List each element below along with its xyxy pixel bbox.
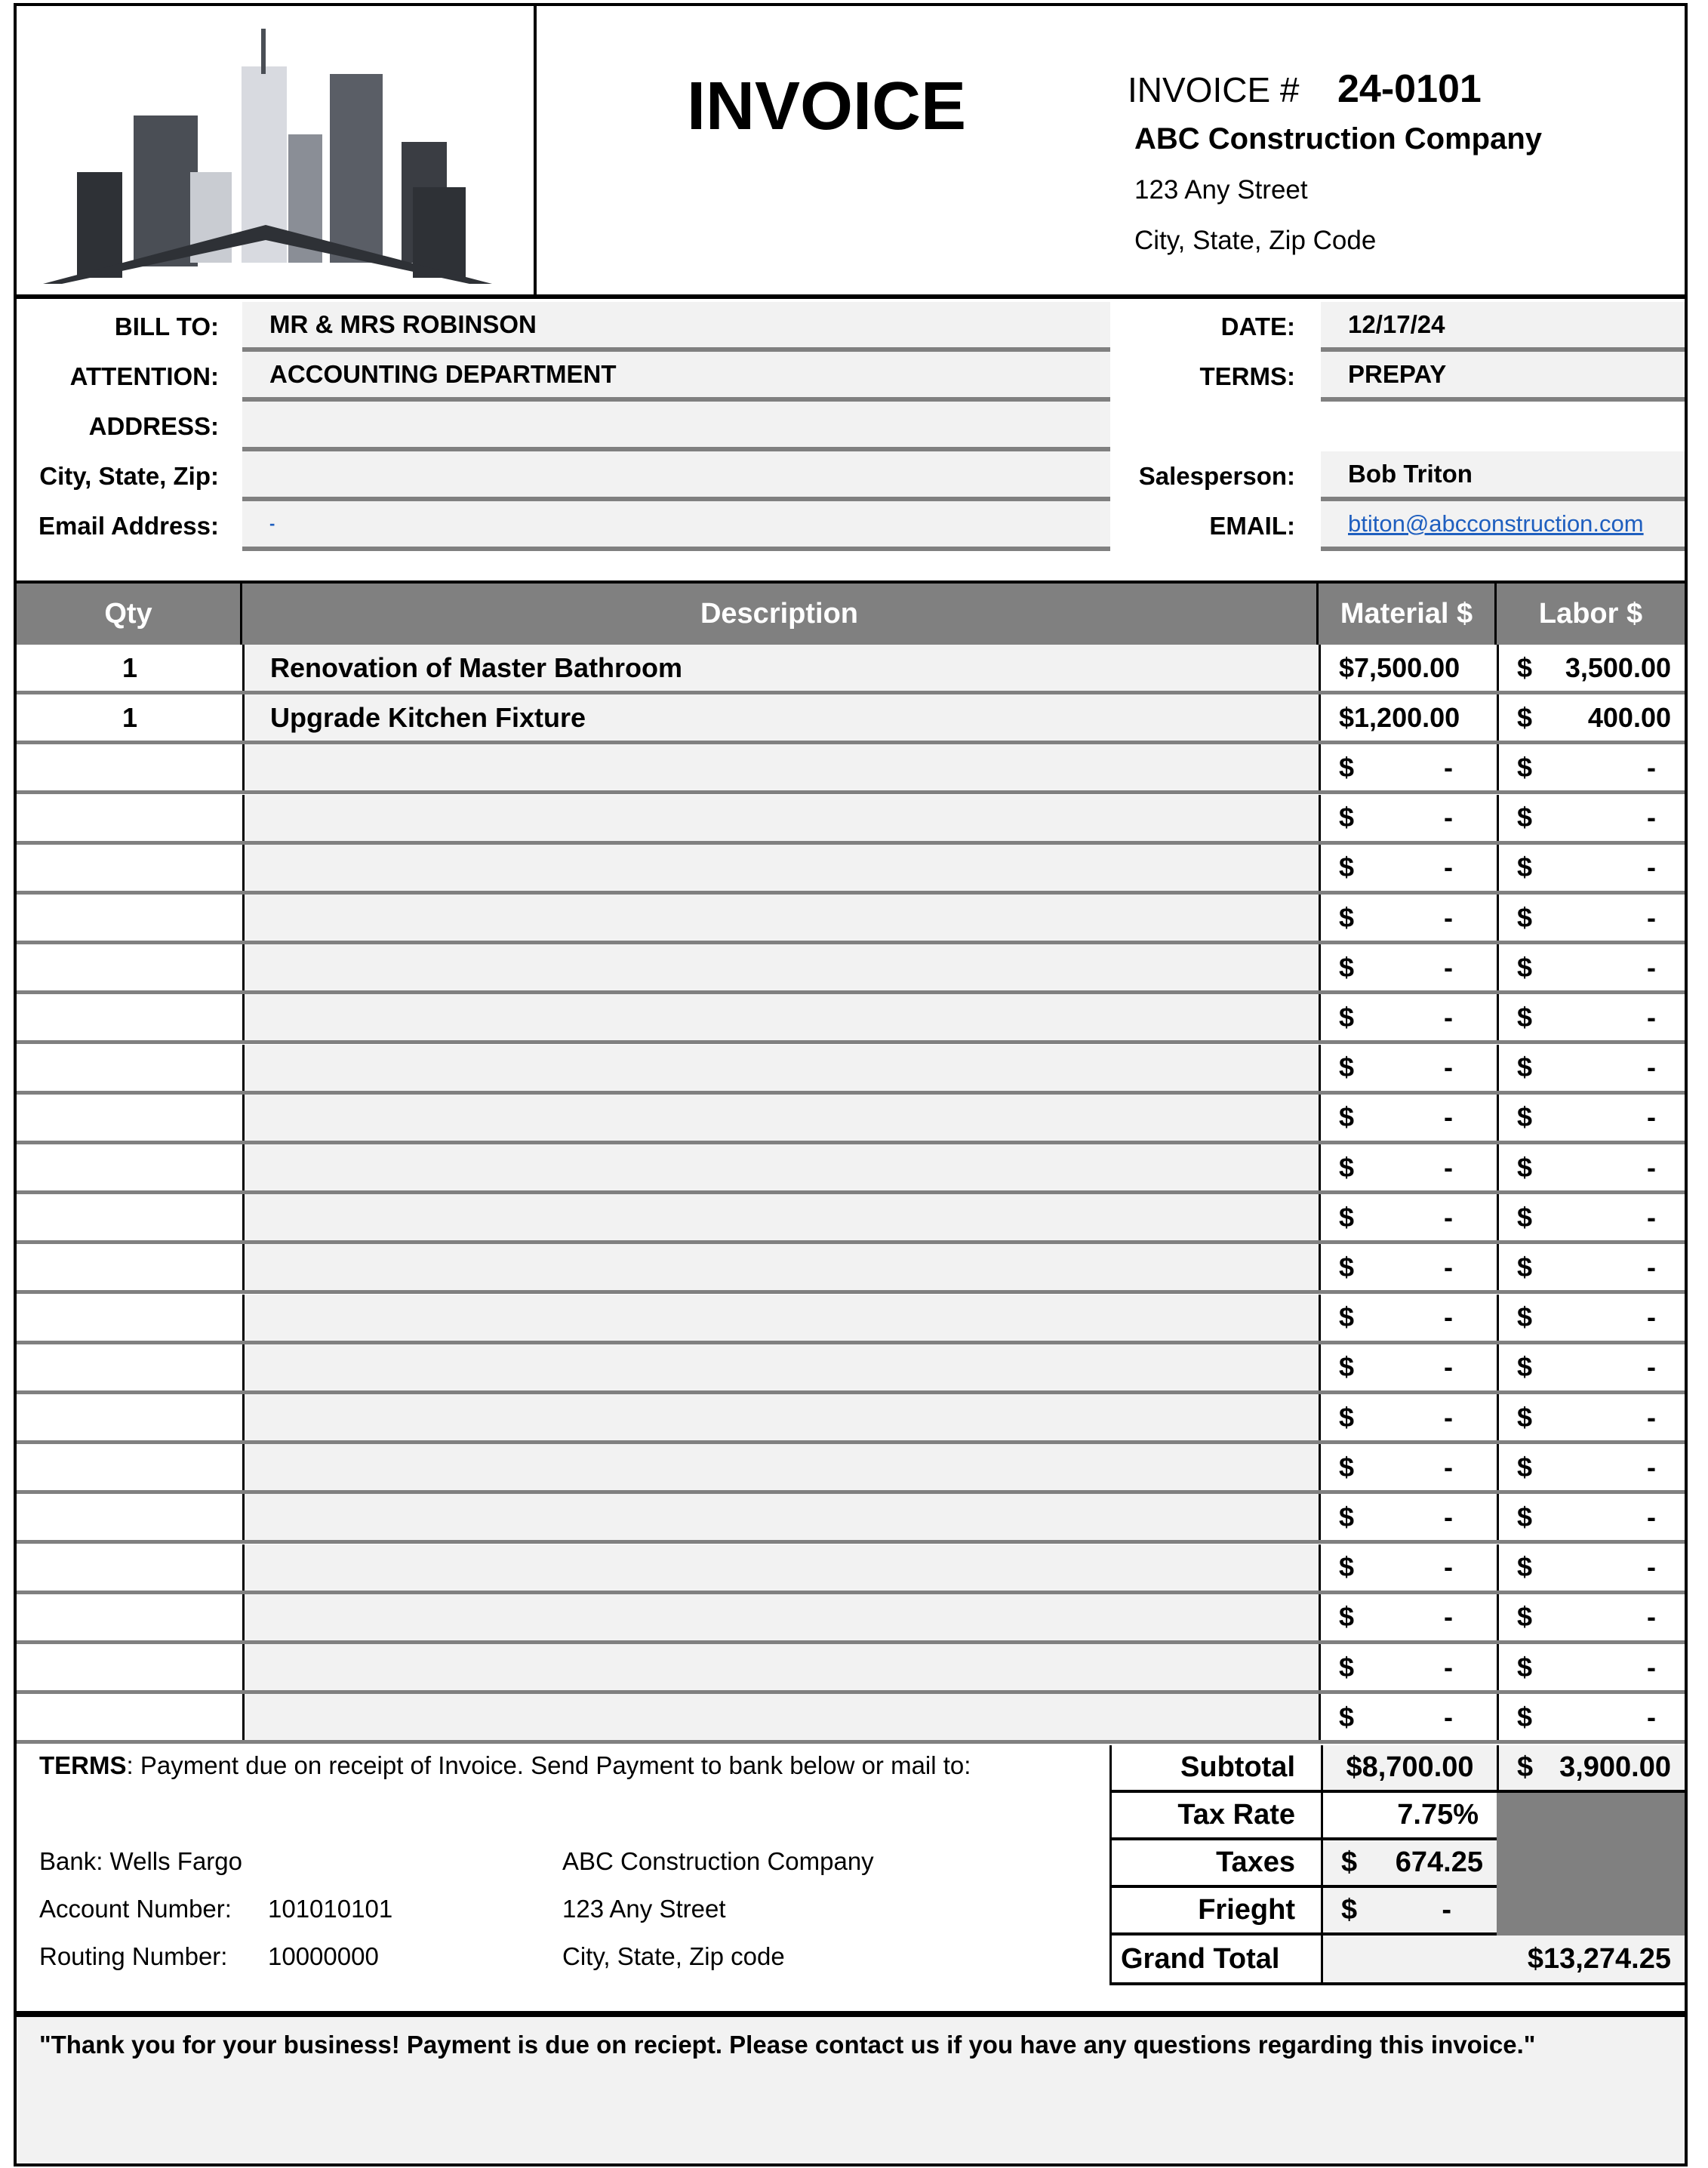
currency-symbol: $ [1517,802,1533,833]
terms-text: : Payment due on receipt of Invoice. Send Payment to bank below or mail to: [126,1751,971,1779]
currency-symbol: $ [1517,851,1533,883]
currency-symbol: $ [1517,901,1533,933]
table-row [17,1494,1685,1544]
labor-cell[interactable]: 3,500.00 [1565,651,1671,683]
table-row [17,994,1685,1044]
material-cell[interactable]: - [1444,1251,1453,1283]
material-cell[interactable]: - [1444,1601,1453,1633]
currency-symbol: $ [1339,951,1355,983]
currency-symbol: $ [1339,751,1355,783]
currency-symbol: $ [1517,1101,1533,1133]
material-cell[interactable]: - [1444,1101,1453,1133]
material-cell[interactable]: - [1444,1001,1453,1033]
currency-symbol: $ [1517,1651,1533,1683]
currency-symbol: $ [1517,1751,1534,1783]
bank-name: Bank: Wells Fargo [39,1847,242,1875]
subtotal-labor [1497,1745,1685,1793]
currency-symbol: $ [1517,1151,1533,1183]
material-cell[interactable]: - [1444,951,1453,983]
salesperson-label: Salesperson: [1138,462,1295,490]
currency-symbol: $ [1339,1101,1355,1133]
labor-cell[interactable]: - [1647,1701,1656,1732]
freight-value: - [1442,1894,1451,1926]
labor-cell[interactable]: - [1647,1601,1656,1633]
account-number-label: Account Number: [39,1895,232,1923]
taxes-label: Taxes [1112,1840,1321,1888]
currency-symbol: $ [1341,1894,1358,1926]
labor-cell[interactable]: - [1647,1101,1656,1133]
material-cell[interactable]: - [1444,1151,1453,1183]
date-field[interactable]: 12/17/24 [1321,302,1685,352]
totals-shaded-block [1497,1793,1685,1935]
email-field-wrap [1321,501,1685,551]
table-row [17,1594,1685,1644]
currency-symbol: $ [1517,1451,1533,1483]
material-cell[interactable]: - [1444,1301,1453,1333]
routing-number-label: Routing Number: [39,1942,228,1970]
bill-to-label: BILL TO: [114,313,219,340]
material-cell[interactable]: $7,500.00 [1339,651,1460,683]
currency-symbol: $ [1517,751,1533,783]
logo-area [17,6,537,297]
table-row [17,1144,1685,1194]
labor-cell[interactable]: - [1647,1551,1656,1583]
header-description: Description [242,584,1319,645]
table-row [17,744,1685,794]
material-cell[interactable]: - [1444,1701,1453,1732]
currency-symbol: $ [1339,1251,1355,1283]
labor-cell[interactable]: - [1647,1151,1656,1183]
material-cell[interactable]: - [1444,1201,1453,1233]
description-cell[interactable]: Renovation of Master Bathroom [270,651,683,683]
table-row [17,1045,1685,1095]
tax-rate-field[interactable]: 7.75% [1321,1793,1497,1840]
labor-cell[interactable]: - [1647,1251,1656,1283]
currency-symbol: $ [1339,802,1355,833]
header-labor: Labor $ [1497,584,1685,645]
taxes-value-cell [1321,1840,1497,1888]
tax-rate-label: Tax Rate [1112,1793,1321,1840]
taxes-value: 674.25 [1395,1846,1483,1878]
table-row [17,1295,1685,1344]
account-number: 101010101 [268,1895,393,1923]
currency-symbol: $ [1517,1201,1533,1233]
table-row [17,1644,1685,1694]
currency-symbol: $ [1339,1451,1355,1483]
material-cell[interactable]: - [1444,901,1453,933]
terms-bold: TERMS [39,1751,127,1779]
table-row [17,1194,1685,1244]
grand-total-label: Grand Total [1112,1935,1321,1985]
table-row [17,1444,1685,1494]
currency-symbol: $ [1339,901,1355,933]
currency-symbol: $ [1339,1651,1355,1683]
address-label: ADDRESS: [88,412,219,440]
material-cell[interactable]: - [1444,1401,1453,1433]
material-cell[interactable]: - [1444,851,1453,883]
currency-symbol: $ [1339,851,1355,883]
currency-symbol: $ [1339,1401,1355,1433]
labor-cell[interactable]: - [1647,851,1656,883]
attention-label: ATTENTION: [69,362,219,390]
city-state-zip-field[interactable] [242,451,1110,501]
table-row [17,1244,1685,1294]
table-row [17,845,1685,895]
labor-cell[interactable]: - [1647,1651,1656,1683]
table-row [17,1394,1685,1444]
labor-cell[interactable]: - [1647,1401,1656,1433]
invoice-number: 24-0101 [1337,67,1482,111]
currency-symbol: $ [1339,1201,1355,1233]
city-state-zip-label: City, State, Zip: [39,462,219,490]
routing-number: 10000000 [268,1942,379,1970]
currency-symbol: $ [1339,1151,1355,1183]
currency-symbol: $ [1339,1052,1355,1083]
bill-to-field[interactable]: MR & MRS ROBINSON [242,302,1110,352]
grand-total-value: $13,274.25 [1321,1935,1685,1985]
invoice-title: INVOICE [687,69,967,144]
currency-symbol: $ [1517,1551,1533,1583]
company-name: ABC Construction Company [1134,122,1542,156]
city-skyline-logo-icon [17,6,537,297]
table-row [17,944,1685,994]
table-row [17,895,1685,944]
date-label: DATE: [1220,313,1295,340]
labor-cell[interactable]: - [1647,901,1656,933]
currency-symbol: $ [1339,1501,1355,1532]
terms-label: TERMS: [1199,362,1295,390]
salesperson-field[interactable]: Bob Triton [1321,451,1685,501]
labor-cell[interactable]: - [1647,1451,1656,1483]
freight-field[interactable] [1321,1888,1497,1935]
description-cell[interactable]: Upgrade Kitchen Fixture [270,701,586,733]
currency-symbol: $ [1339,1301,1355,1333]
header-material: Material $ [1319,584,1497,645]
currency-symbol: $ [1517,951,1533,983]
material-cell[interactable]: - [1444,1052,1453,1083]
qty-cell[interactable]: 1 [122,651,138,683]
currency-symbol: $ [1517,1401,1533,1433]
payment-terms [39,1751,971,1780]
currency-symbol: $ [1341,1846,1358,1878]
subtotal-labor-value: 3,900.00 [1559,1751,1671,1783]
terms-field[interactable]: PREPAY [1321,352,1685,402]
currency-symbol: $ [1517,1701,1533,1732]
table-row [17,694,1685,744]
currency-symbol: $ [1517,701,1533,733]
labor-cell[interactable]: - [1647,1052,1656,1083]
material-cell[interactable]: - [1444,802,1453,833]
company-street: 123 Any Street [1134,175,1308,205]
salesperson-email-link[interactable]: btiton@abcconstruction.com [1348,510,1644,537]
freight-label: Frieght [1112,1888,1321,1935]
labor-cell[interactable]: 400.00 [1587,701,1671,733]
table-row [17,645,1685,694]
currency-symbol: $ [1517,1052,1533,1083]
currency-symbol: $ [1339,1351,1355,1383]
currency-symbol: $ [1339,1701,1355,1732]
email-address-label: Email Address: [38,512,219,540]
currency-symbol: $ [1339,1551,1355,1583]
labor-cell[interactable]: - [1647,1201,1656,1233]
invoice-number-label: INVOICE # [1128,70,1300,109]
qty-cell[interactable]: 1 [122,701,138,733]
mail-company: ABC Construction Company [562,1847,874,1875]
currency-symbol: $ [1517,1001,1533,1033]
labor-cell[interactable]: - [1647,1301,1656,1333]
labor-cell[interactable]: - [1647,951,1656,983]
labor-cell[interactable]: - [1647,1501,1656,1532]
currency-symbol: $ [1517,651,1533,683]
table-row [17,1095,1685,1144]
email-label: EMAIL: [1209,512,1295,540]
table-row [17,1344,1685,1394]
currency-symbol: $ [1517,1351,1533,1383]
table-row [17,1544,1685,1594]
subtotal-label: Subtotal [1112,1745,1321,1793]
address-field[interactable] [242,402,1110,451]
material-cell[interactable]: - [1444,1351,1453,1383]
currency-symbol: $ [1339,1001,1355,1033]
table-row [17,1694,1685,1744]
currency-symbol: $ [1517,1251,1533,1283]
labor-cell[interactable]: - [1647,802,1656,833]
table-row [17,795,1685,845]
mail-city: City, State, Zip code [562,1942,785,1970]
material-cell[interactable]: - [1444,751,1453,783]
header-divider [17,294,1685,299]
currency-symbol: $ [1517,1501,1533,1532]
attention-field[interactable]: ACCOUNTING DEPARTMENT [242,352,1110,402]
currency-symbol: $ [1339,1601,1355,1633]
footer-divider [17,2011,1685,2017]
currency-symbol: $ [1517,1301,1533,1333]
subtotal-material: $8,700.00 [1321,1745,1497,1793]
thank-you-message: "Thank you for your business! Payment is due on reciept. Please contact us if you have any questions regarding this invoice." [39,2031,1536,2059]
material-cell[interactable]: - [1444,1651,1453,1683]
material-cell[interactable]: $1,200.00 [1339,701,1460,733]
labor-cell[interactable]: - [1647,1351,1656,1383]
mail-street: 123 Any Street [562,1895,726,1923]
labor-cell[interactable]: - [1647,751,1656,783]
company-city: City, State, Zip Code [1134,226,1377,255]
material-cell[interactable]: - [1444,1501,1453,1532]
email-address-field[interactable]: - [242,501,1110,551]
header-qty: Qty [17,584,242,645]
material-cell[interactable]: - [1444,1451,1453,1483]
material-cell[interactable]: - [1444,1551,1453,1583]
labor-cell[interactable]: - [1647,1001,1656,1033]
currency-symbol: $ [1517,1601,1533,1633]
